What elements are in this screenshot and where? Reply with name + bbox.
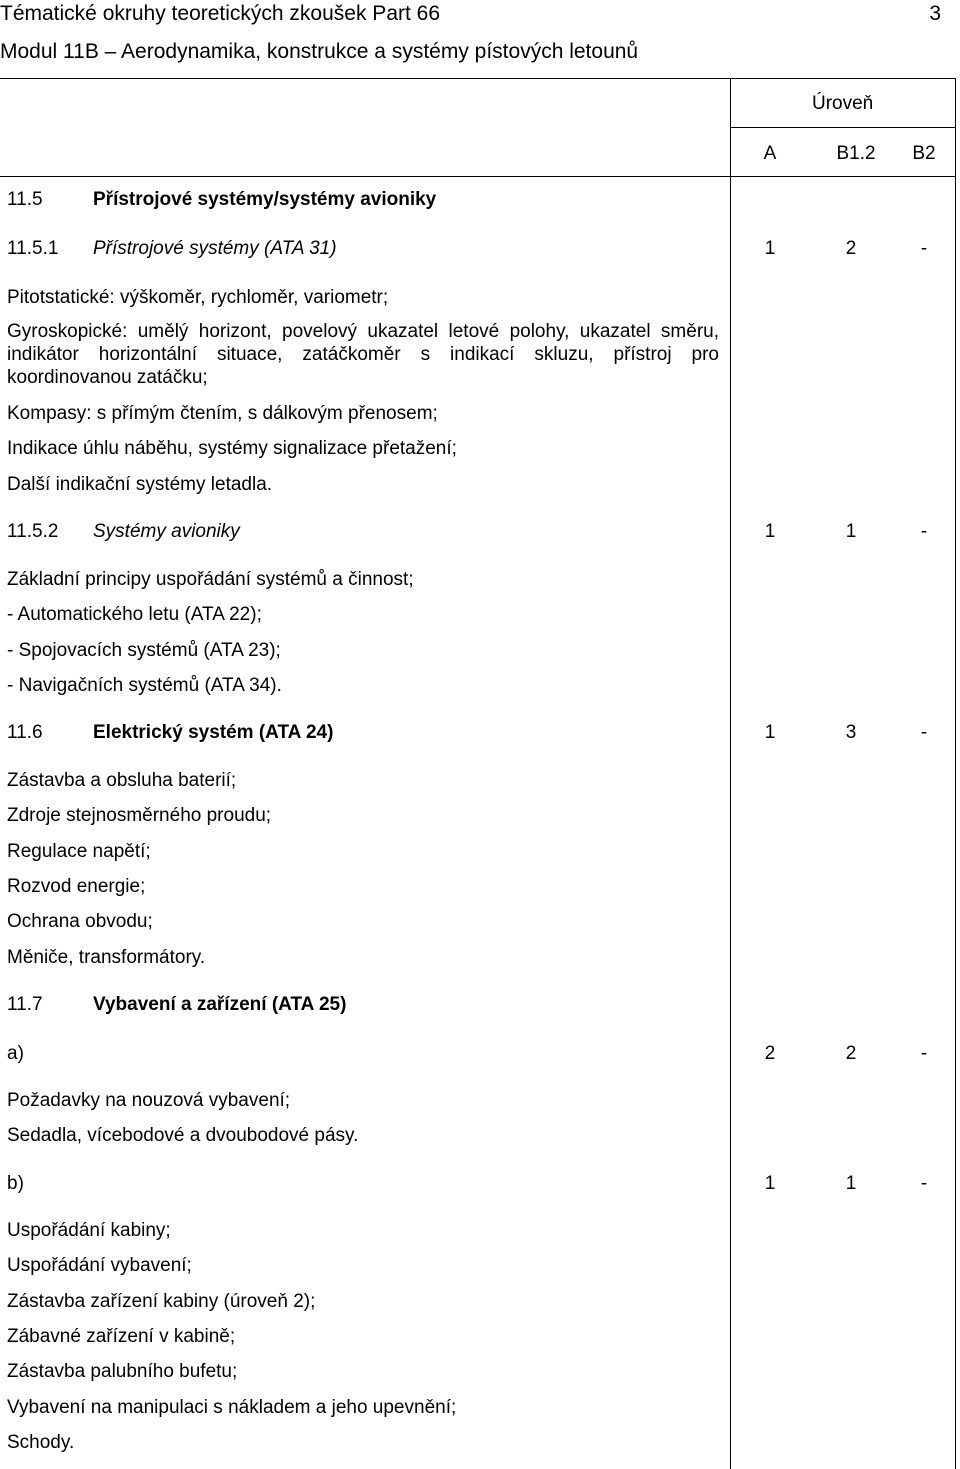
item-label-a: a) xyxy=(7,1043,24,1064)
list-item: Kompasy: s přímým čtením, s dálkovým přenosem; xyxy=(7,403,438,424)
list-item: Indikace úhlu náběhu, systémy signalizace přetažení; xyxy=(7,438,457,459)
level-col-a: A xyxy=(763,143,777,164)
list-item: Zástavba palubního bufetu; xyxy=(7,1361,238,1382)
level-a: 1 xyxy=(764,1173,776,1194)
list-item: Pitotstatické: výškoměr, rychloměr, variometr; xyxy=(7,287,389,308)
level-b2: - xyxy=(920,722,928,743)
table-top-rule xyxy=(0,176,956,177)
list-item: Rozvod energie; xyxy=(7,876,146,897)
list-item: Požadavky na nouzová vybavení; xyxy=(7,1090,291,1111)
section-number: 11.5 xyxy=(7,189,43,210)
list-item: Vybavení na manipulaci s nákladem a jeho upevnění; xyxy=(7,1397,457,1418)
module-title: Modul 11B – Aerodynamika, konstrukce a systémy pístových letounů xyxy=(0,40,639,63)
page-number: 3 xyxy=(929,2,941,25)
list-item: Měniče, transformátory. xyxy=(7,947,206,968)
subsection-title: Systémy avioniky xyxy=(93,521,240,542)
level-col-b12: B1.2 xyxy=(836,143,876,164)
level-header-rule xyxy=(730,127,956,128)
section-number: 11.6 xyxy=(7,722,43,743)
section-title: Přístrojové systémy/systémy avioniky xyxy=(93,189,437,210)
list-item: Zástavba zařízení kabiny (úroveň 2); xyxy=(7,1291,316,1312)
level-col-b2: B2 xyxy=(912,143,936,164)
list-item: Zdroje stejnosměrného proudu; xyxy=(7,805,272,826)
list-item: Gyroskopické: umělý horizont, povelový ukazatel letové polohy, ukazatel směru, indikátor horizontální situace, zatáčkoměr s indikací skluzu, přístroj pro koordinovanou zatáčku; xyxy=(7,321,719,388)
item-label-b: b) xyxy=(7,1173,24,1194)
document-title: Tématické okruhy teoretických zkoušek Part 66 xyxy=(0,2,441,25)
list-item: Regulace napětí; xyxy=(7,841,151,862)
table-right-border xyxy=(955,78,956,1469)
list-item: Zábavné zařízení v kabině; xyxy=(7,1326,236,1347)
level-b2: - xyxy=(920,1043,928,1064)
level-b12: 3 xyxy=(845,722,857,743)
level-a: 2 xyxy=(764,1043,776,1064)
level-a: 1 xyxy=(764,238,776,259)
header-rule xyxy=(0,78,956,79)
list-item: Sedadla, vícebodové a dvoubodové pásy. xyxy=(7,1125,359,1146)
level-b12: 2 xyxy=(845,238,857,259)
list-item: Další indikační systémy letadla. xyxy=(7,474,273,495)
section-title: Elektrický systém (ATA 24) xyxy=(93,722,334,743)
level-a: 1 xyxy=(764,521,776,542)
levels-label: Úroveň xyxy=(812,93,874,114)
list-item: - Spojovacích systémů (ATA 23); xyxy=(7,640,281,661)
level-b2: - xyxy=(920,521,928,542)
level-b2: - xyxy=(920,1173,928,1194)
level-b12: 2 xyxy=(845,1043,857,1064)
subsection-number: 11.5.1 xyxy=(7,238,59,259)
level-a: 1 xyxy=(764,722,776,743)
section-title: Vybavení a zařízení (ATA 25) xyxy=(93,994,347,1015)
list-item: Zástavba a obsluha baterií; xyxy=(7,770,237,791)
subsection-title: Přístrojové systémy (ATA 31) xyxy=(93,238,337,259)
section-number: 11.7 xyxy=(7,994,43,1015)
list-item: Ochrana obvodu; xyxy=(7,911,153,932)
level-b2: - xyxy=(920,238,928,259)
list-item: Schody. xyxy=(7,1432,75,1453)
list-item: Uspořádání vybavení; xyxy=(7,1255,192,1276)
subsection-number: 11.5.2 xyxy=(7,521,59,542)
list-item: Uspořádání kabiny; xyxy=(7,1220,171,1241)
levels-divider xyxy=(730,78,731,1469)
list-item: Základní principy uspořádání systémů a činnost; xyxy=(7,569,414,590)
level-b12: 1 xyxy=(845,1173,857,1194)
level-b12: 1 xyxy=(845,521,857,542)
list-item: - Automatického letu (ATA 22); xyxy=(7,604,262,625)
list-item: - Navigačních systémů (ATA 34). xyxy=(7,675,282,696)
